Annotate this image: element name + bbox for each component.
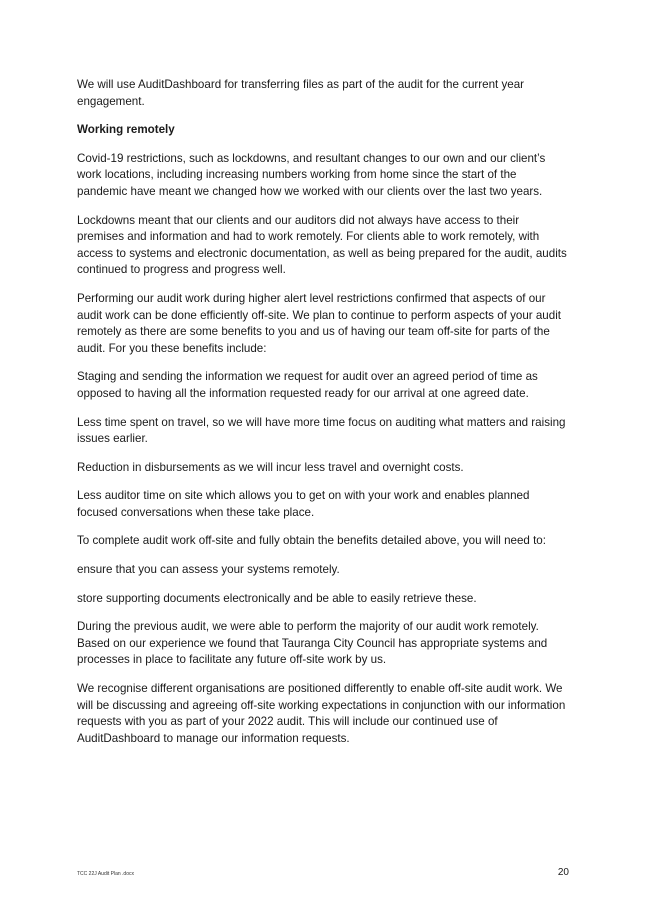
paragraph-less-travel-time: Less time spent on travel, so we will have more time focus on auditing what matters and raising issues earlier. [77,415,566,446]
paragraph-lockdowns: Lockdowns meant that our clients and our auditors did not always have access to their premises and information and had to work remotely. For clients able to work remotely, with access to systems and electronic documentation, as well as being prepared for the audit, audits continued to progress and progress well. [77,213,567,277]
paragraph-covid-restrictions: Covid-19 restrictions, such as lockdowns, and resultant changes to our own and our client’s work locations, including increasing numbers working from home since the start of the pandemic have meant we changed how we worked with our clients over the last two years. [77,151,546,198]
paragraph-performing-audit-work: Performing our audit work during higher alert level restrictions confirmed that aspects of our audit work can be done efficiently off-site. We plan to continue to perform aspects of your audit remotely as there are some benefits to you and us of having our team off-site for parts of the audit. For you these benefits include: [77,291,561,355]
paragraph-reduction-disbursements: Reduction in disbursements as we will incur less travel and overnight costs. [77,460,464,474]
paragraph-recognise-organisations: We recognise different organisations are positioned differently to enable off-site audit work. We will be discussing and agreeing off-site working expectations in conjunction with our information requests with you as part of your 2022 audit. This will include our continued use of AuditDashboard to manage our information requests. [77,682,566,745]
section-heading-working-remotely: Working remotely [77,123,175,137]
paragraph-auditdashboard-transfer: We will use AuditDashboard for transferring files as part of the audit for the current year engagement. [77,78,525,108]
paragraph-staging-information: Staging and sending the information we request for audit over an agreed period of time as opposed to having all the information requested ready for our arrival at one agreed date. [77,370,538,400]
footer-page-number: 20 [557,867,569,878]
page-body [77,77,567,759]
paragraph-less-auditor-time: Less auditor time on site which allows you to get on with your work and enables planned focused conversations when these take place. [77,489,530,519]
paragraph-assess-systems-remotely: ensure that you can assess your systems remotely. [77,563,340,577]
footer-filename: TCC 22J Audit Plan .docx [77,871,134,877]
paragraph-complete-offsite-requirements: To complete audit work off-site and fully obtain the benefits detailed above, you will need to: [77,534,546,548]
paragraph-previous-audit: During the previous audit, we were able to perform the majority of our audit work remotely. Based on our experience we found that Tauranga City Council has appropriate systems and processes in place to facilitate any future off-site work by us. [77,620,548,667]
paragraph-store-documents: store supporting documents electronically and be able to easily retrieve these. [77,591,477,605]
